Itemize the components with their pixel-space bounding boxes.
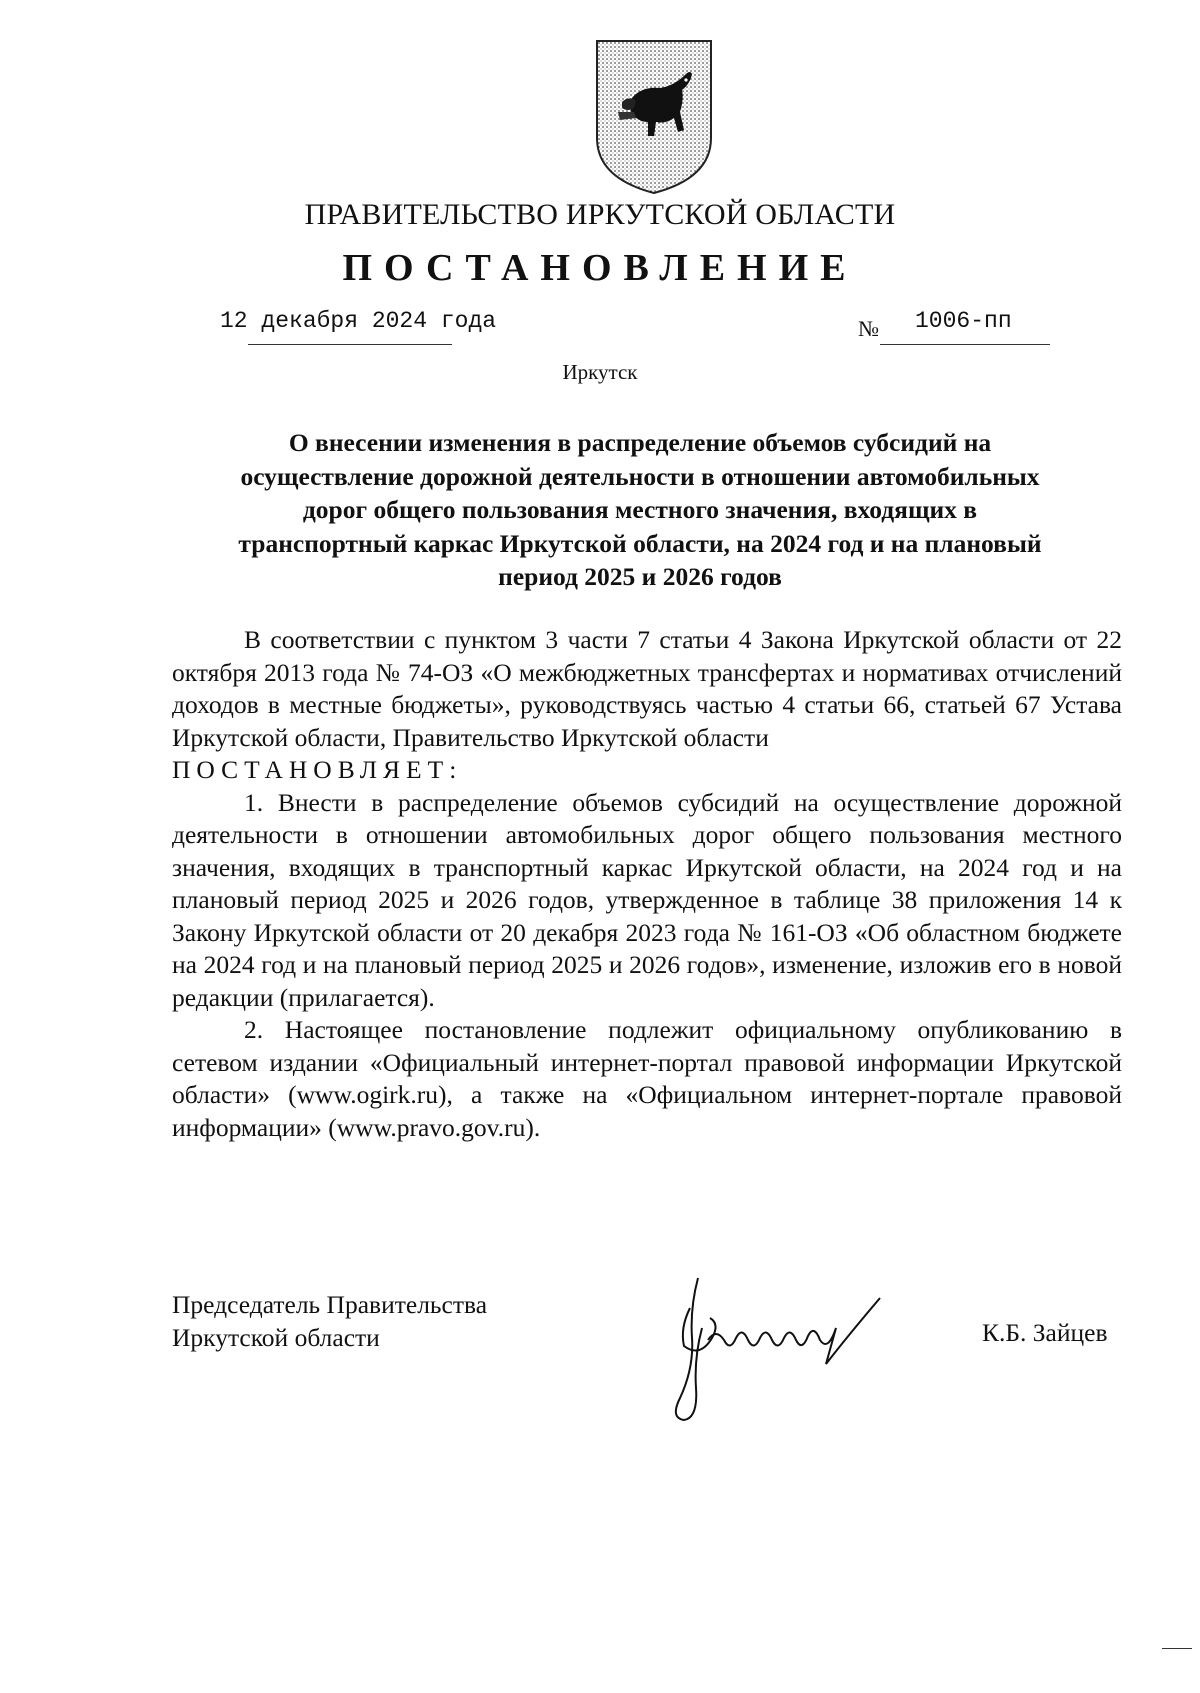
title-line: О внесении изменения в распределение объемов субсидий на xyxy=(288,428,992,457)
title-line: осуществление дорожной деятельности в отношении автомобильных xyxy=(240,461,1040,491)
handwritten-signature-icon xyxy=(650,1268,910,1428)
title-line: транспортный каркас Иркутской области, на 2024 год и на плановый xyxy=(238,528,1042,558)
preamble-paragraph: В соответствии с пунктом 3 части 7 статьи 4 Закона Иркутской области от 22 октября 2013 года № 74-ОЗ «О межбюджетных трансфертах и нормативах отчислений доходов в местные бюджеты», руководствуясь частью 4 статьи 66, статьей 67 Устава Иркутской области, Правительство Иркутской области xyxy=(172,625,1122,752)
item-1-paragraph: 1. Внести в распределение объемов субсидий на осуществление дорожной деятельности в отношении автомобильных дорог общего пользования местного значения, входящих в транспортный каркас Иркутской области, на 2024 год и на плановый период 2025 и 2026 годов, утвержденное в таблице 38 приложения 14 к Закону Иркутской области от 20 декабря 2023 года № 161-ОЗ «Об областном бюджете на 2024 год и на плановый период 2025 и 2026 годов», изменение, изложив его в новой редакции (прилагается). xyxy=(172,787,1122,1012)
number-sign: № xyxy=(858,316,879,341)
signatory-role-line: Председатель Правительства xyxy=(172,1290,488,1319)
resolve-heading: ПОСТАНОВЛЯЕТ: xyxy=(172,755,463,784)
document-body xyxy=(172,624,1122,1144)
document-title xyxy=(180,426,1100,594)
date-underline xyxy=(248,344,452,345)
signatory-role-line: Иркутской области xyxy=(172,1323,380,1352)
irkutsk-coat-of-arms-icon xyxy=(594,38,714,196)
document-date: 12 декабря 2024 года xyxy=(220,308,497,334)
document-number: 1006-пп xyxy=(915,308,1012,334)
document-city: Иркутск xyxy=(562,360,638,384)
title-line: период 2025 и 2026 годов xyxy=(498,562,782,591)
document-type: ПОСТАНОВЛЕНИЕ xyxy=(342,247,858,289)
title-line: дорог общего пользования местного значения, входящих в xyxy=(302,495,978,524)
issuing-authority: ПРАВИТЕЛЬСТВО ИРКУТСКОЙ ОБЛАСТИ xyxy=(304,198,896,231)
item-2-paragraph: 2. Настоящее постановление подлежит официальному опубликованию в сетевом издании «Официальный интернет-портал правовой информации Иркутской области» (www.ogirk.ru), а также на «Официальном интернет-портале правовой информации» (www.pravo.gov.ru). xyxy=(172,1015,1122,1142)
page-corner-mark xyxy=(1162,1648,1192,1649)
signatory-role xyxy=(172,1288,487,1354)
signatory-name: К.Б. Зайцев xyxy=(982,1318,1108,1347)
number-underline xyxy=(880,344,1050,345)
